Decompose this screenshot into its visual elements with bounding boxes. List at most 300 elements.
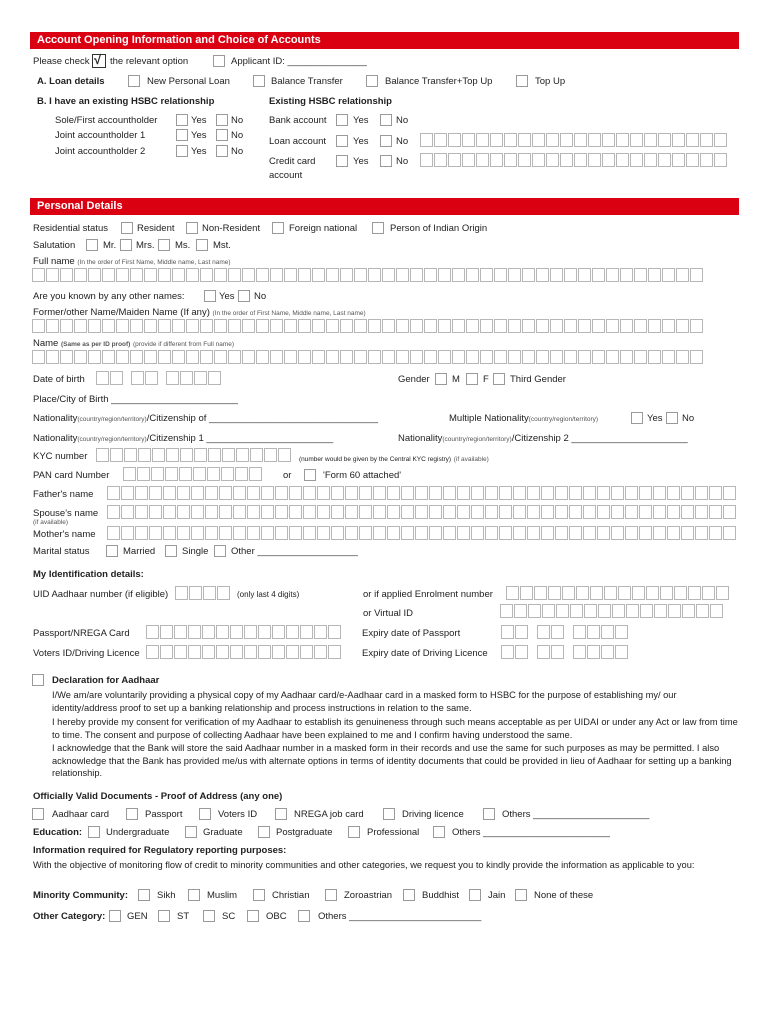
char-cell[interactable] [527, 505, 540, 519]
enrolment-cells[interactable] [506, 586, 729, 600]
dob-year-cells[interactable] [166, 371, 221, 385]
char-cell[interactable] [662, 350, 675, 364]
char-cell[interactable] [354, 350, 367, 364]
char-cell[interactable] [249, 467, 262, 481]
char-cell[interactable] [401, 526, 414, 540]
full-name-cells[interactable] [32, 268, 703, 282]
char-cell[interactable] [690, 319, 703, 333]
char-cell[interactable] [387, 526, 400, 540]
char-cell[interactable] [214, 268, 227, 282]
char-cell[interactable] [457, 505, 470, 519]
char-cell[interactable] [219, 486, 232, 500]
char-cell[interactable] [556, 604, 569, 618]
char-cell[interactable] [247, 486, 260, 500]
char-cell[interactable] [723, 505, 736, 519]
char-cell[interactable] [354, 268, 367, 282]
char-cell[interactable] [583, 486, 596, 500]
char-cell[interactable] [138, 448, 151, 462]
jain-checkbox[interactable] [469, 889, 481, 901]
char-cell[interactable] [578, 350, 591, 364]
none-checkbox[interactable] [515, 889, 527, 901]
char-cell[interactable] [88, 319, 101, 333]
char-cell[interactable] [331, 526, 344, 540]
char-cell[interactable] [452, 268, 465, 282]
char-cell[interactable] [74, 350, 87, 364]
char-cell[interactable] [415, 526, 428, 540]
char-cell[interactable] [289, 505, 302, 519]
char-cell[interactable] [551, 645, 564, 659]
char-cell[interactable] [270, 350, 283, 364]
char-cell[interactable] [466, 319, 479, 333]
char-cell[interactable] [476, 153, 489, 167]
char-cell[interactable] [163, 505, 176, 519]
char-cell[interactable] [648, 350, 661, 364]
char-cell[interactable] [560, 153, 573, 167]
char-cell[interactable] [326, 268, 339, 282]
char-cell[interactable] [151, 467, 164, 481]
char-cell[interactable] [668, 604, 681, 618]
char-cell[interactable] [144, 319, 157, 333]
char-cell[interactable] [149, 486, 162, 500]
dob-day-cells[interactable] [96, 371, 123, 385]
char-cell[interactable] [298, 319, 311, 333]
char-cell[interactable] [256, 350, 269, 364]
char-cell[interactable] [424, 268, 437, 282]
gender-third-checkbox[interactable] [493, 373, 505, 385]
char-cell[interactable] [639, 526, 652, 540]
char-cell[interactable] [700, 153, 713, 167]
char-cell[interactable] [166, 371, 179, 385]
char-cell[interactable] [345, 505, 358, 519]
char-cell[interactable] [110, 448, 123, 462]
spouses-name-cells[interactable] [107, 505, 736, 519]
char-cell[interactable] [420, 153, 433, 167]
char-cell[interactable] [499, 505, 512, 519]
char-cell[interactable] [317, 505, 330, 519]
st-checkbox[interactable] [158, 910, 170, 922]
char-cell[interactable] [219, 505, 232, 519]
char-cell[interactable] [653, 526, 666, 540]
char-cell[interactable] [573, 645, 586, 659]
char-cell[interactable] [130, 350, 143, 364]
char-cell[interactable] [160, 645, 173, 659]
char-cell[interactable] [695, 526, 708, 540]
char-cell[interactable] [174, 625, 187, 639]
char-cell[interactable] [415, 486, 428, 500]
char-cell[interactable] [135, 505, 148, 519]
char-cell[interactable] [653, 486, 666, 500]
char-cell[interactable] [107, 505, 120, 519]
char-cell[interactable] [123, 467, 136, 481]
char-cell[interactable] [576, 586, 589, 600]
char-cell[interactable] [648, 268, 661, 282]
char-cell[interactable] [233, 526, 246, 540]
char-cell[interactable] [165, 467, 178, 481]
char-cell[interactable] [152, 448, 165, 462]
char-cell[interactable] [541, 526, 554, 540]
balance-transfer-checkbox[interactable] [253, 75, 265, 87]
char-cell[interactable] [312, 350, 325, 364]
char-cell[interactable] [499, 486, 512, 500]
ovd-voters-checkbox[interactable] [199, 808, 211, 820]
char-cell[interactable] [522, 350, 535, 364]
joint1-no-checkbox[interactable] [216, 129, 228, 141]
char-cell[interactable] [560, 133, 573, 147]
char-cell[interactable] [205, 526, 218, 540]
char-cell[interactable] [359, 486, 372, 500]
char-cell[interactable] [214, 319, 227, 333]
char-cell[interactable] [438, 268, 451, 282]
char-cell[interactable] [387, 505, 400, 519]
char-cell[interactable] [396, 319, 409, 333]
char-cell[interactable] [602, 133, 615, 147]
char-cell[interactable] [256, 319, 269, 333]
char-cell[interactable] [96, 371, 109, 385]
char-cell[interactable] [202, 645, 215, 659]
char-cell[interactable] [230, 625, 243, 639]
char-cell[interactable] [135, 526, 148, 540]
char-cell[interactable] [620, 350, 633, 364]
char-cell[interactable] [88, 350, 101, 364]
char-cell[interactable] [382, 350, 395, 364]
char-cell[interactable] [272, 645, 285, 659]
char-cell[interactable] [506, 586, 519, 600]
char-cell[interactable] [688, 586, 701, 600]
known-no-checkbox[interactable] [238, 290, 250, 302]
char-cell[interactable] [681, 526, 694, 540]
char-cell[interactable] [340, 319, 353, 333]
char-cell[interactable] [180, 371, 193, 385]
char-cell[interactable] [121, 526, 134, 540]
char-cell[interactable] [221, 467, 234, 481]
bank-yes-checkbox[interactable] [336, 114, 348, 126]
char-cell[interactable] [434, 153, 447, 167]
char-cell[interactable] [278, 448, 291, 462]
resident-checkbox[interactable] [121, 222, 133, 234]
loan-account-number-cells[interactable] [420, 133, 727, 147]
char-cell[interactable] [508, 350, 521, 364]
char-cell[interactable] [359, 526, 372, 540]
char-cell[interactable] [634, 268, 647, 282]
char-cell[interactable] [158, 268, 171, 282]
char-cell[interactable] [681, 486, 694, 500]
char-cell[interactable] [457, 486, 470, 500]
char-cell[interactable] [179, 467, 192, 481]
char-cell[interactable] [690, 268, 703, 282]
char-cell[interactable] [46, 350, 59, 364]
char-cell[interactable] [189, 586, 202, 600]
char-cell[interactable] [256, 268, 269, 282]
char-cell[interactable] [121, 486, 134, 500]
char-cell[interactable] [219, 526, 232, 540]
char-cell[interactable] [448, 133, 461, 147]
char-cell[interactable] [203, 586, 216, 600]
char-cell[interactable] [300, 625, 313, 639]
char-cell[interactable] [504, 133, 517, 147]
char-cell[interactable] [228, 350, 241, 364]
char-cell[interactable] [541, 486, 554, 500]
ovd-others-checkbox[interactable] [483, 808, 495, 820]
char-cell[interactable] [144, 268, 157, 282]
char-cell[interactable] [612, 604, 625, 618]
char-cell[interactable] [186, 350, 199, 364]
char-cell[interactable] [317, 486, 330, 500]
char-cell[interactable] [555, 526, 568, 540]
uid-cells[interactable] [175, 586, 230, 600]
char-cell[interactable] [172, 350, 185, 364]
undergraduate-checkbox[interactable] [88, 826, 100, 838]
char-cell[interactable] [166, 448, 179, 462]
char-cell[interactable] [532, 153, 545, 167]
char-cell[interactable] [340, 350, 353, 364]
others-edu-checkbox[interactable] [433, 826, 445, 838]
char-cell[interactable] [584, 604, 597, 618]
char-cell[interactable] [716, 586, 729, 600]
citizenship1-field[interactable]: /Citizenship 1 ________________________ [146, 433, 334, 444]
char-cell[interactable] [180, 448, 193, 462]
char-cell[interactable] [620, 268, 633, 282]
char-cell[interactable] [205, 486, 218, 500]
char-cell[interactable] [640, 604, 653, 618]
char-cell[interactable] [471, 526, 484, 540]
char-cell[interactable] [672, 153, 685, 167]
char-cell[interactable] [264, 448, 277, 462]
char-cell[interactable] [177, 486, 190, 500]
char-cell[interactable] [137, 467, 150, 481]
graduate-checkbox[interactable] [185, 826, 197, 838]
char-cell[interactable] [536, 268, 549, 282]
char-cell[interactable] [443, 526, 456, 540]
credit-yes-checkbox[interactable] [336, 155, 348, 167]
char-cell[interactable] [562, 586, 575, 600]
char-cell[interactable] [359, 505, 372, 519]
char-cell[interactable] [616, 153, 629, 167]
char-cell[interactable] [499, 526, 512, 540]
char-cell[interactable] [116, 268, 129, 282]
char-cell[interactable] [289, 486, 302, 500]
char-cell[interactable] [382, 319, 395, 333]
char-cell[interactable] [520, 586, 533, 600]
char-cell[interactable] [639, 505, 652, 519]
char-cell[interactable] [714, 133, 727, 147]
char-cell[interactable] [618, 586, 631, 600]
char-cell[interactable] [630, 133, 643, 147]
char-cell[interactable] [611, 505, 624, 519]
char-cell[interactable] [555, 486, 568, 500]
char-cell[interactable] [429, 505, 442, 519]
char-cell[interactable] [177, 505, 190, 519]
char-cell[interactable] [522, 319, 535, 333]
char-cell[interactable] [146, 625, 159, 639]
char-cell[interactable] [429, 486, 442, 500]
char-cell[interactable] [270, 268, 283, 282]
char-cell[interactable] [60, 268, 73, 282]
char-cell[interactable] [401, 486, 414, 500]
char-cell[interactable] [193, 467, 206, 481]
char-cell[interactable] [515, 625, 528, 639]
char-cell[interactable] [216, 645, 229, 659]
char-cell[interactable] [443, 486, 456, 500]
char-cell[interactable] [124, 448, 137, 462]
char-cell[interactable] [216, 625, 229, 639]
char-cell[interactable] [200, 319, 213, 333]
char-cell[interactable] [462, 153, 475, 167]
postgraduate-checkbox[interactable] [258, 826, 270, 838]
char-cell[interactable] [188, 625, 201, 639]
name-id-cells[interactable] [32, 350, 703, 364]
mr-checkbox[interactable] [86, 239, 98, 251]
char-cell[interactable] [515, 645, 528, 659]
char-cell[interactable] [500, 604, 513, 618]
applicant-id-field[interactable]: Applicant ID: _______________ [231, 56, 367, 67]
char-cell[interactable] [592, 350, 605, 364]
char-cell[interactable] [615, 625, 628, 639]
char-cell[interactable] [550, 268, 563, 282]
char-cell[interactable] [448, 153, 461, 167]
char-cell[interactable] [674, 586, 687, 600]
joint1-yes-checkbox[interactable] [176, 129, 188, 141]
char-cell[interactable] [625, 505, 638, 519]
char-cell[interactable] [261, 526, 274, 540]
char-cell[interactable] [60, 350, 73, 364]
char-cell[interactable] [438, 350, 451, 364]
applicant-id-checkbox[interactable] [213, 55, 225, 67]
char-cell[interactable] [702, 586, 715, 600]
char-cell[interactable] [620, 319, 633, 333]
char-cell[interactable] [578, 268, 591, 282]
char-cell[interactable] [508, 268, 521, 282]
char-cell[interactable] [709, 486, 722, 500]
char-cell[interactable] [494, 319, 507, 333]
char-cell[interactable] [208, 448, 221, 462]
pan-cells[interactable] [123, 467, 262, 481]
char-cell[interactable] [102, 268, 115, 282]
multiple-no-checkbox[interactable] [666, 412, 678, 424]
aadhaar-card-checkbox[interactable] [32, 808, 44, 820]
char-cell[interactable] [317, 526, 330, 540]
char-cell[interactable] [420, 133, 433, 147]
char-cell[interactable] [300, 645, 313, 659]
char-cell[interactable] [601, 625, 614, 639]
char-cell[interactable] [230, 645, 243, 659]
char-cell[interactable] [471, 505, 484, 519]
char-cell[interactable] [611, 486, 624, 500]
char-cell[interactable] [434, 133, 447, 147]
loan-no-checkbox[interactable] [380, 135, 392, 147]
char-cell[interactable] [597, 526, 610, 540]
char-cell[interactable] [601, 645, 614, 659]
char-cell[interactable] [723, 526, 736, 540]
credit-card-number-cells[interactable] [420, 153, 727, 167]
char-cell[interactable] [163, 486, 176, 500]
voters-cells[interactable] [146, 645, 341, 659]
char-cell[interactable] [471, 486, 484, 500]
char-cell[interactable] [662, 319, 675, 333]
char-cell[interactable] [32, 319, 45, 333]
char-cell[interactable] [518, 153, 531, 167]
char-cell[interactable] [222, 448, 235, 462]
char-cell[interactable] [634, 319, 647, 333]
joint2-no-checkbox[interactable] [216, 145, 228, 157]
char-cell[interactable] [676, 268, 689, 282]
char-cell[interactable] [314, 645, 327, 659]
char-cell[interactable] [634, 350, 647, 364]
char-cell[interactable] [534, 586, 547, 600]
char-cell[interactable] [387, 486, 400, 500]
char-cell[interactable] [130, 268, 143, 282]
char-cell[interactable] [550, 350, 563, 364]
char-cell[interactable] [163, 526, 176, 540]
non-resident-checkbox[interactable] [186, 222, 198, 234]
char-cell[interactable] [564, 350, 577, 364]
single-checkbox[interactable] [165, 545, 177, 557]
char-cell[interactable] [686, 153, 699, 167]
char-cell[interactable] [110, 371, 123, 385]
char-cell[interactable] [32, 350, 45, 364]
char-cell[interactable] [368, 268, 381, 282]
other-marital-checkbox[interactable] [214, 545, 226, 557]
char-cell[interactable] [149, 526, 162, 540]
char-cell[interactable] [331, 486, 344, 500]
dob-month-cells[interactable] [131, 371, 158, 385]
char-cell[interactable] [480, 268, 493, 282]
citizenship2-field[interactable]: /Citizenship 2 ______________________ [511, 433, 688, 444]
char-cell[interactable] [191, 505, 204, 519]
char-cell[interactable] [514, 604, 527, 618]
char-cell[interactable] [74, 319, 87, 333]
kyc-cells[interactable] [96, 448, 291, 462]
char-cell[interactable] [690, 350, 703, 364]
others-cat-checkbox[interactable] [298, 910, 310, 922]
char-cell[interactable] [410, 319, 423, 333]
char-cell[interactable] [630, 153, 643, 167]
loan-yes-checkbox[interactable] [336, 135, 348, 147]
virtual-id-cells[interactable] [500, 604, 723, 618]
char-cell[interactable] [410, 268, 423, 282]
char-cell[interactable] [695, 486, 708, 500]
char-cell[interactable] [682, 604, 695, 618]
char-cell[interactable] [569, 486, 582, 500]
char-cell[interactable] [569, 526, 582, 540]
char-cell[interactable] [214, 350, 227, 364]
char-cell[interactable] [258, 645, 271, 659]
char-cell[interactable] [312, 319, 325, 333]
former-name-cells[interactable] [32, 319, 703, 333]
char-cell[interactable] [546, 133, 559, 147]
char-cell[interactable] [186, 268, 199, 282]
char-cell[interactable] [172, 268, 185, 282]
char-cell[interactable] [662, 268, 675, 282]
char-cell[interactable] [46, 319, 59, 333]
sole-yes-checkbox[interactable] [176, 114, 188, 126]
char-cell[interactable] [494, 350, 507, 364]
mst-checkbox[interactable] [196, 239, 208, 251]
char-cell[interactable] [131, 371, 144, 385]
char-cell[interactable] [250, 448, 263, 462]
char-cell[interactable] [194, 448, 207, 462]
char-cell[interactable] [480, 319, 493, 333]
char-cell[interactable] [606, 350, 619, 364]
joint2-yes-checkbox[interactable] [176, 145, 188, 157]
char-cell[interactable] [480, 350, 493, 364]
char-cell[interactable] [551, 625, 564, 639]
char-cell[interactable] [326, 350, 339, 364]
fathers-name-cells[interactable] [107, 486, 736, 500]
char-cell[interactable] [508, 319, 521, 333]
char-cell[interactable] [548, 586, 561, 600]
char-cell[interactable] [202, 625, 215, 639]
char-cell[interactable] [328, 625, 341, 639]
